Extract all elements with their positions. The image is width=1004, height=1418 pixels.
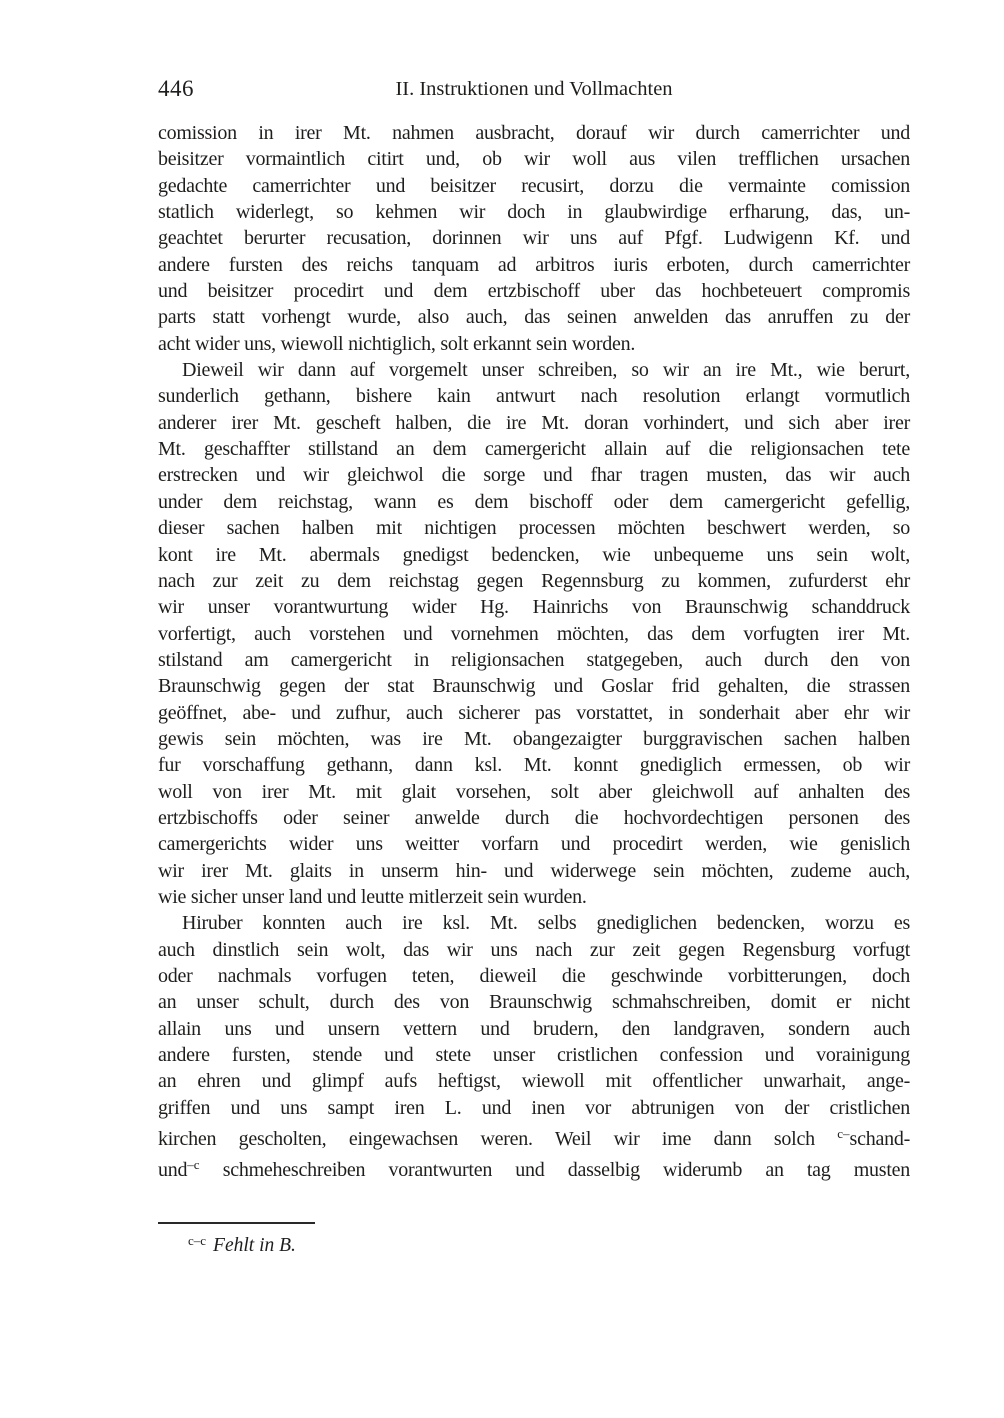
text-line: ertzbischoffs oder seiner anwelde durch die hochvordechtigen personen des [158, 806, 910, 829]
text-line: fur vorschaffung gethann, dann ksl. Mt. konnt gnediglich ermessen, ob wir [158, 754, 910, 777]
footnote-marker: c–c [188, 1233, 207, 1248]
text-line: dieser sachen halben mit nichtigen processen möchten beschwert werden, so [158, 517, 910, 540]
text-line: parts statt vorhengt wurde, also auch, das seinen anwelden das anruffen zu der [158, 306, 910, 329]
text-line: beisitzer vormaintlich citirt und, ob wir woll aus vilen trefflichen ursachen [158, 148, 910, 171]
text-line: Dieweil wir dann auf vorgemelt unser schreiben, so wir an ire Mt., wie berurt, [182, 359, 910, 382]
text-line: andere fursten, stende und stete unser cristlichen confession und vorainigung [158, 1044, 910, 1067]
text-line: wir unser vorantwurtung wider Hg. Hainrichs von Braunschwig schanddruck [158, 596, 910, 619]
footnote [158, 1222, 910, 1258]
text-line: comission in irer Mt. nahmen ausbracht, dorauf wir durch camerrichter und [158, 122, 910, 144]
variant-marker: c– [837, 1126, 850, 1142]
text-line: geöffnet, abe- und zufhur, auch sicherer pas vorstattet, in sonderhait aber ehr wir [158, 701, 910, 724]
text-line: vorfertigt, auch vorstehen und vornehmen möchten, das dem vorfugten irer Mt. [158, 622, 910, 645]
footnote-rule [158, 1222, 315, 1224]
variant-marker: –c [187, 1157, 200, 1173]
text-line: kont ire Mt. abermals gnedigst bedencken, wie unbequeme uns sein wolt, [158, 543, 910, 566]
text-line: stilstand am camergericht in religionsachen statgegeben, auch durch den von [158, 648, 910, 671]
text-line: nach zur zeit zu dem reichstag gegen Regennsburg zu kommen, zufurderst ehr [158, 569, 910, 592]
text-line: an unser schult, durch des von Braunschwig schmahschreiben, domit er nicht [158, 991, 910, 1014]
text-line: griffen und uns sampt iren L. und inen vor abtrunigen von der cristlichen [158, 1096, 910, 1119]
text-line: under dem reichstag, wann es dem bischoff oder dem camergericht gefellig, [158, 490, 910, 513]
text-segment: schand- [849, 1128, 910, 1151]
text-segment: und [158, 1159, 188, 1182]
text-line: und beisitzer procedirt und dem ertzbischoff uber das hochbeteuert compromis [158, 280, 910, 303]
text-line: wir irer Mt. glaits in unserm hin- und widerwege sein möchten, zudeme auch, [158, 859, 910, 882]
text-line: Hiruber konnten auch ire ksl. Mt. selbs gnediglichen bedencken, worzu es [182, 912, 910, 935]
running-header: II. Instruktionen und Vollmachten [395, 78, 673, 100]
text-line: allain uns und unsern vettern und brudern, den landgraven, sondern auch [158, 1017, 910, 1040]
text-line: Braunschwig gegen der stat Braunschwig und Goslar frid gehalten, die strassen [158, 675, 910, 698]
footnote-line [158, 1229, 910, 1258]
text-segment: schmeheschreiben vorantwurten und dasselbig widerumb an tag musten [199, 1159, 910, 1182]
text-line: Mt. geschaffter stillstand an dem camergericht allain auf die religionsachen tete [158, 438, 910, 461]
page-header [158, 76, 910, 106]
text-line: statlich widerlegt, so kehmen wir doch in glaubwirdige erfharung, das, un- [158, 201, 910, 224]
text-line: erstrecken und wir gleichwol die sorge und fhar tragen musten, das wir auch [158, 464, 910, 487]
text-line: oder nachmals vorfugen teten, dieweil die geschwinde vorbitterungen, doch [158, 965, 910, 987]
text-line: wie sicher unser land und leutte mitlerzeit sein wurden. [158, 885, 587, 908]
text-line: camergerichts wider uns weitter vorfarn und procedirt werden, wie genislich [158, 833, 910, 856]
text-line [158, 1152, 910, 1183]
page-number: 446 [158, 76, 194, 101]
text-segment: kirchen gescholten, eingewachsen weren. Weil wir ime dann solch [158, 1128, 838, 1151]
text-line: geachtet berurter recusation, dorinnen wir uns auf Pfgf. Ludwigenn Kf. und [158, 227, 910, 250]
text-line: andere fursten des reichs tanquam ad arbitros iuris erboten, durch camerrichter [158, 253, 910, 276]
text-line: acht wider uns, wiewoll nichtiglich, solt erkannt sein worden. [158, 332, 636, 355]
body-text [158, 120, 910, 1184]
text-line: gewis sein möchten, was ire Mt. obangezaigter burggravischen sachen halben [158, 727, 910, 750]
text-line: anderer irer Mt. gescheft halben, die ire Mt. doran vorhindert, und sich aber irer [158, 411, 910, 434]
text-line: sunderlich gethann, bishere kain antwurt nach resolution erlangt vormutlich [158, 385, 910, 408]
text-line: auch dinstlich sein wolt, das wir uns nach zur zeit gegen Regensburg vorfugt [158, 938, 910, 961]
text-line: woll von irer Mt. mit glait vorsehen, solt aber gleichwoll auf anhalten des [158, 780, 910, 803]
text-line: an ehren und glimpf aufs heftigst, wiewoll mit offentlicher unwarhait, ange- [158, 1070, 910, 1093]
footnote-text: Fehlt in B. [213, 1235, 296, 1256]
text-line [158, 1121, 910, 1152]
text-line: gedachte camerrichter und beisitzer recusirt, dorzu die vermainte comission [158, 174, 910, 197]
